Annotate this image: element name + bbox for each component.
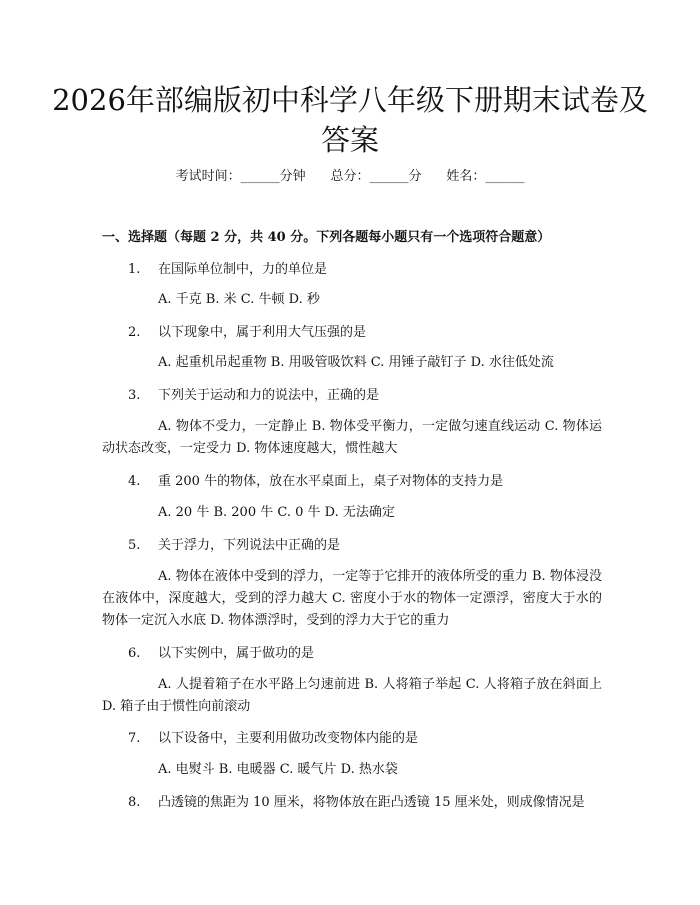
question-text: 重 200 牛的物体，放在水平桌面上，桌子对物体的支持力是 <box>158 474 504 489</box>
question-7-options: A. 电熨斗 B. 电暖器 C. 暖气片 D. 热水袋 <box>158 762 398 777</box>
name-label: 姓名： <box>446 169 486 184</box>
question-number: 5. <box>128 538 141 553</box>
name-blank: ______ <box>485 169 525 184</box>
question-1-options: A. 千克 B. 米 C. 牛顿 D. 秒 <box>158 292 320 307</box>
question-4-stem <box>128 473 503 491</box>
score-label: 总分： <box>330 169 370 184</box>
time-unit: 分钟 <box>279 169 306 184</box>
question-5-options: A. 物体在液体中受到的浮力，一定等于它排开的液体所受的重力 B. 物体浸没在液体中，深度越大，受到的浮力越大 C. 密度小于水的物体一定漂浮，密度大于水的物体一定沉入水底 D. 物体漂浮时，受到的浮力大于它的重力 <box>102 569 602 628</box>
section-heading: 一、选择题（每题 2 分，共 40 分。下列各题每小题只有一个选项符合题意） <box>102 230 551 245</box>
question-number: 4. <box>128 474 141 489</box>
question-number: 1. <box>128 262 141 277</box>
question-5-stem <box>128 537 340 555</box>
exam-info <box>0 168 700 186</box>
question-text: 下列关于运动和力的说法中，正确的是 <box>158 388 380 403</box>
question-3-options: A. 物体不受力，一定静止 B. 物体受平衡力，一定做匀速直线运动 C. 物体运动状态改变，一定受力 D. 物体速度越大，惯性越大 <box>102 419 602 456</box>
question-text: 以下设备中，主要利用做功改变物体内能的是 <box>158 731 419 746</box>
score-blank: ______ <box>369 169 409 184</box>
question-7-stem <box>128 730 418 748</box>
question-text: 凸透镜的焦距为 10 厘米，将物体放在距凸透镜 15 厘米处，则成像情况是 <box>158 795 585 810</box>
question-6-stem <box>128 645 314 663</box>
question-6-options: A. 人提着箱子在水平路上匀速前进 B. 人将箱子举起 C. 人将箱子放在斜面上 D. 箱子由于惯性向前滚动 <box>102 677 602 714</box>
time-blank: ______ <box>240 169 280 184</box>
question-number: 2. <box>128 325 141 340</box>
question-text: 在国际单位制中，力的单位是 <box>158 262 328 277</box>
question-text: 以下实例中，属于做功的是 <box>158 646 315 661</box>
page-title: 2026年部编版初中科学八年级下册期末试卷及答案 <box>52 83 648 157</box>
question-2-stem <box>128 324 366 342</box>
question-text: 以下现象中，属于利用大气压强的是 <box>158 325 367 340</box>
question-text: 关于浮力，下列说法中正确的是 <box>158 538 341 553</box>
question-2-options: A. 起重机吊起重物 B. 用吸管吸饮料 C. 用锤子敲钉子 D. 水往低处流 <box>158 355 554 370</box>
question-4-options: A. 20 牛 B. 200 牛 C. 0 牛 D. 无法确定 <box>158 505 395 520</box>
question-3-stem <box>128 387 379 405</box>
score-unit: 分 <box>408 169 422 184</box>
question-number: 8. <box>128 795 141 810</box>
question-number: 7. <box>128 731 141 746</box>
time-label: 考试时间： <box>175 169 241 184</box>
question-number: 6. <box>128 646 141 661</box>
question-1-stem <box>128 261 327 279</box>
question-number: 3. <box>128 388 141 403</box>
question-8-stem <box>128 794 585 812</box>
